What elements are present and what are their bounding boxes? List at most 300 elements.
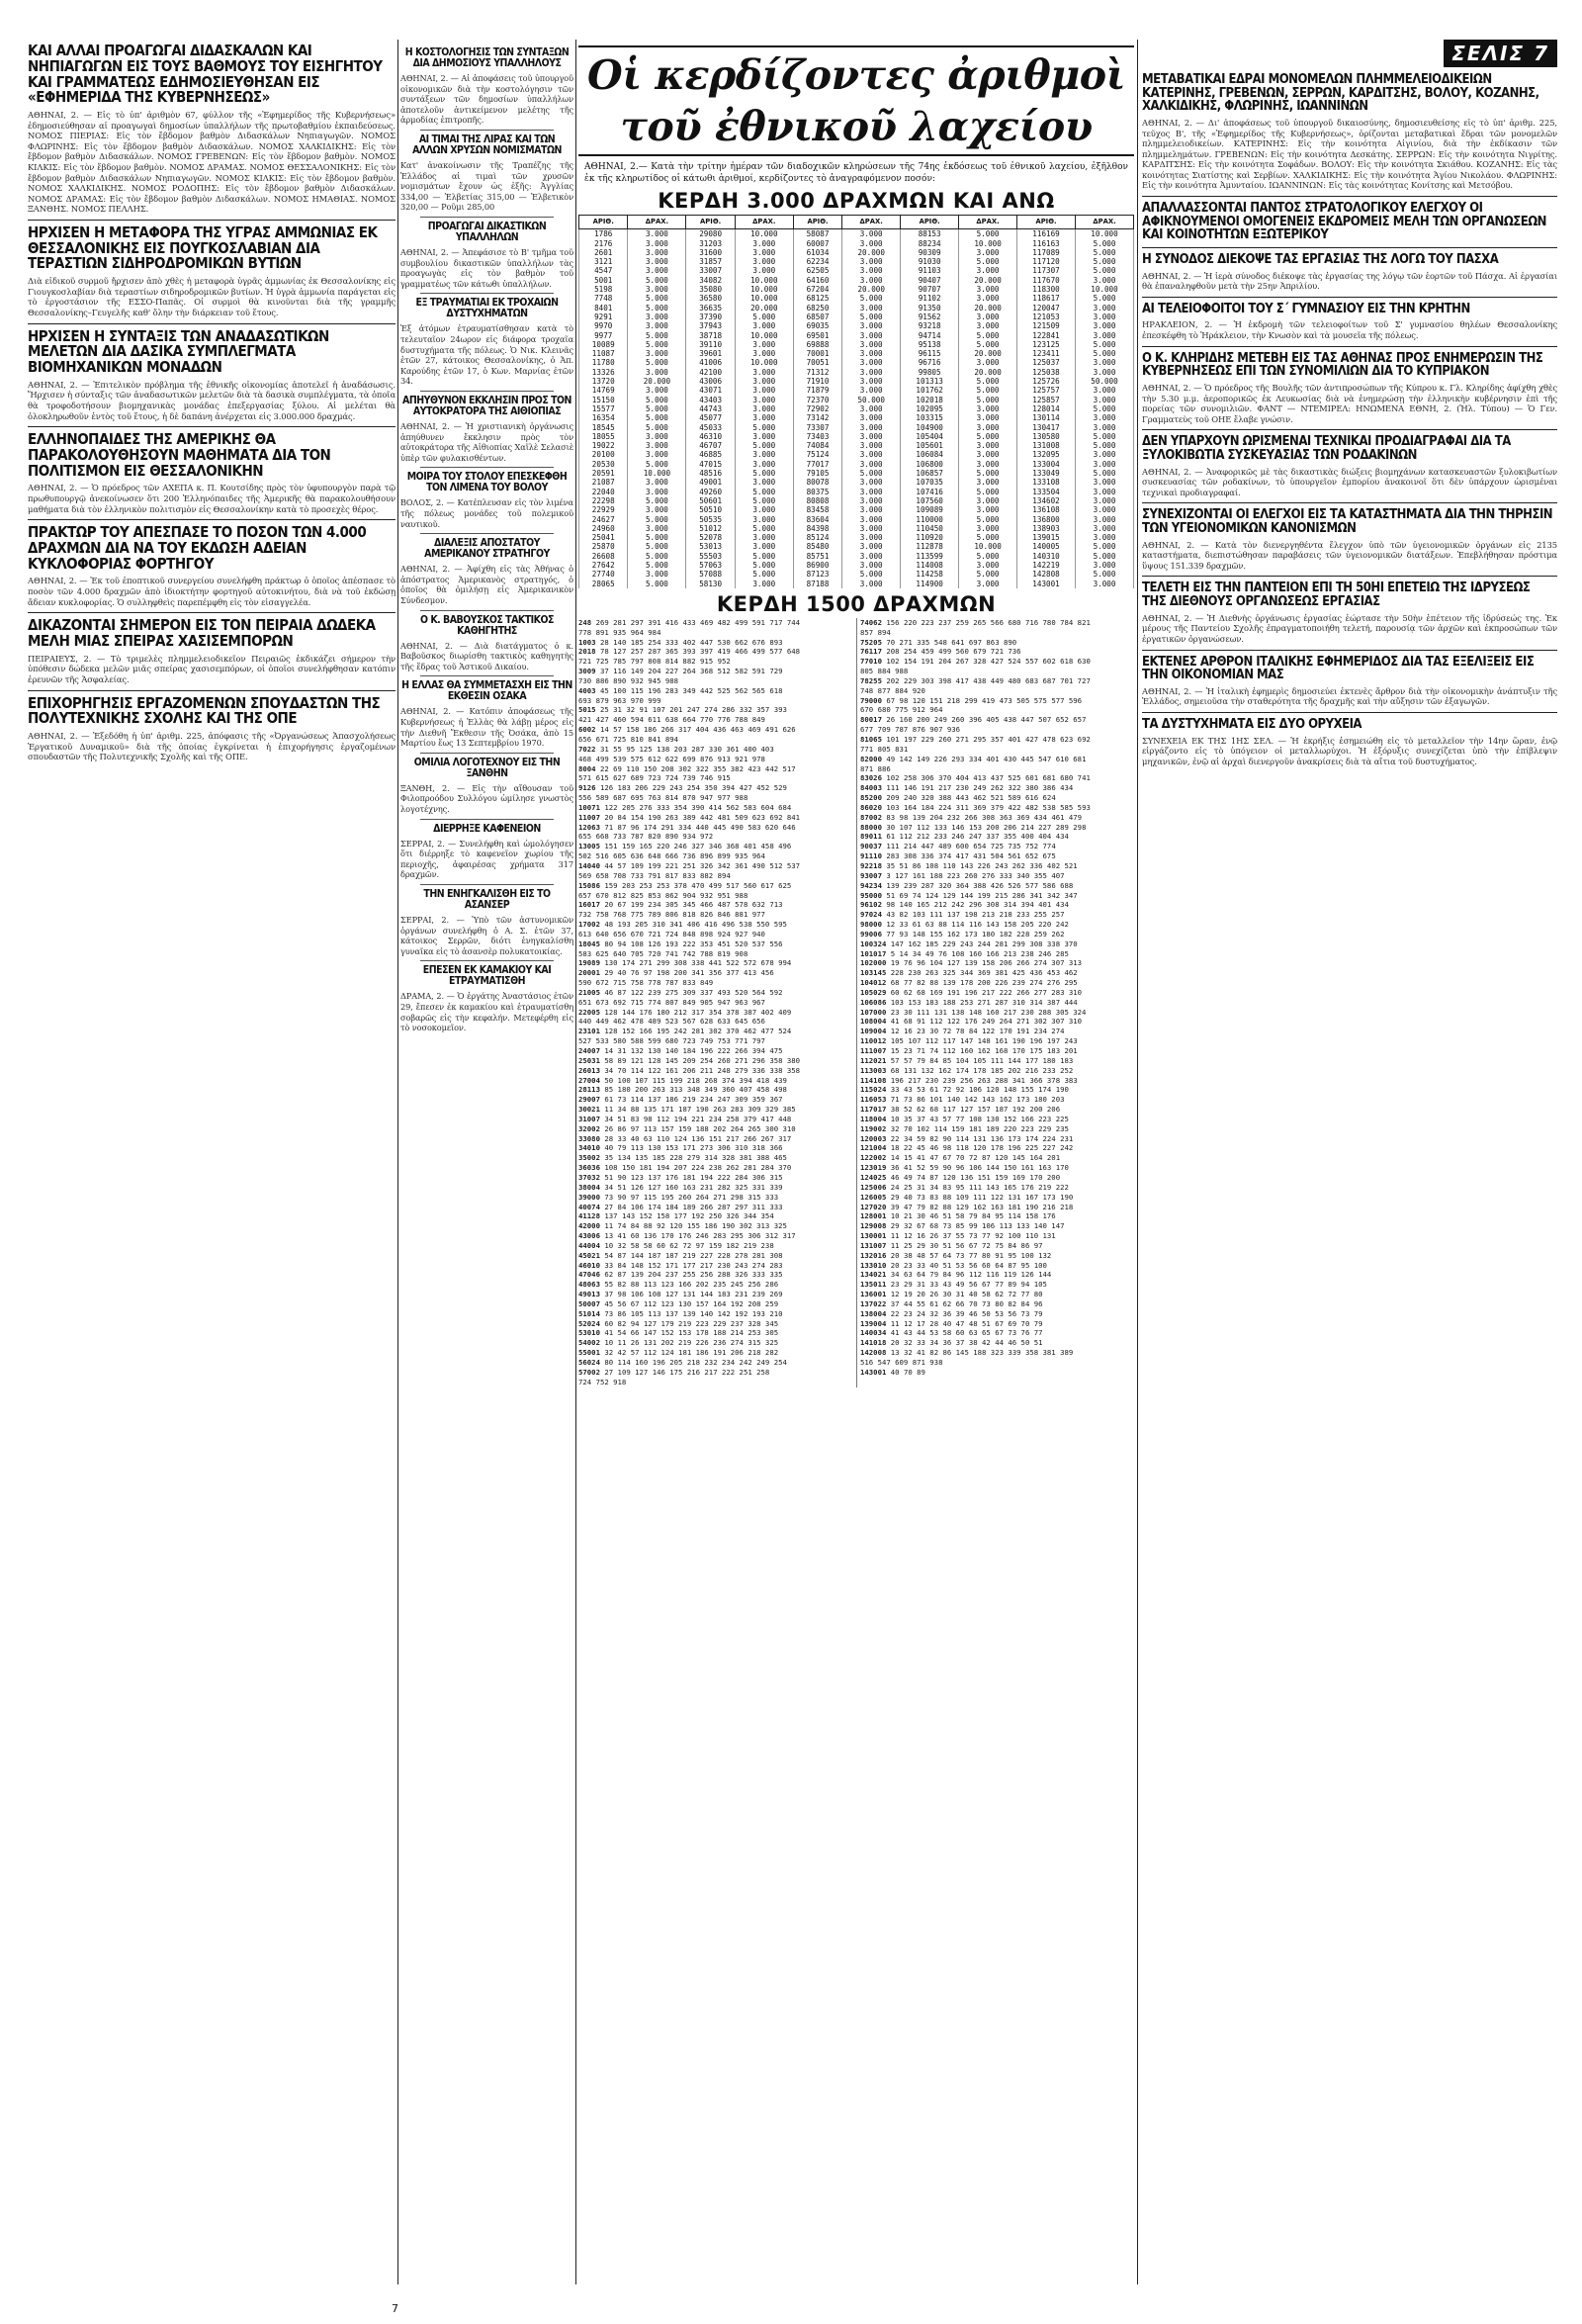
table-cell: 114258 [901, 570, 959, 579]
article [400, 675, 573, 748]
table-cell: 5.000 [1075, 340, 1133, 349]
table-cell: 43071 [686, 386, 735, 395]
table-row [579, 368, 1134, 377]
table-cell: 29080 [686, 229, 735, 239]
number-suffixes: 101 197 229 260 271 295 357 401 427 478 623 692 [886, 735, 1091, 744]
article-headline: ΔΙΚΑΖΟΝΤΑΙ ΣΗΜΕΡΟΝ ΕΙΣ ΤΟΝ ΠΕΙΡΑΙΑ ΔΩΔΕΚΑ ΜΕΛΗ ΜΙΑΣ ΣΠΕΙΡΑΣ ΧΑΣΙΣΕΜΠΟΡΩΝ [28, 616, 376, 650]
article-headline: ΑΠΑΛΛΑΣΣΟΝΤΑΙ ΠΑΝΤΟΣ ΣΤΡΑΤΟΛΟΓΙΚΟΥ ΕΛΕΓΧΟΥ ΟΙ ΑΦΙΚΝΟΥΜΕΝΟΙ ΟΜΟΓΕΝΕΙΣ ΕΚΔΡΟΜΕΙΣ ΜΕΛΗ ΤΩΝ ΟΡΓΑΝΩΣΕΩΝ ΚΑΙ ΚΟΙΝΟΤΗΤΩΝ ΕΞΩΤΕΡΙΚΟΥ [1142, 201, 1546, 243]
article-divider [420, 960, 554, 961]
number-line [578, 1368, 852, 1378]
number-base: 122002 [860, 1153, 887, 1163]
number-base: 45021 [578, 1250, 600, 1260]
table-cell: 128014 [1017, 404, 1076, 413]
table-cell: 3.000 [1075, 358, 1133, 367]
number-base: 139004 [860, 1318, 887, 1328]
number-line [578, 755, 852, 764]
table-cell: 110000 [901, 515, 959, 524]
table-row [579, 423, 1134, 432]
number-base: 74062 [860, 617, 882, 627]
article-body: ΑΘΗΝΑΙ, 2. — Ἡ ἰταλικὴ ἐφημερὶς δημοσιεύει ἐκτενὲς ἄρθρον διὰ τὴν οἰκονομικὴν ἀνάπτυξιν τῆς Ἑλλάδος, σημειοῦσα τὴν σταθερότητα τῆς δραχμῆς καὶ τὴν αὔξησιν τῶν ἐξαγωγῶν. [1142, 685, 1557, 707]
number-line [860, 949, 1134, 959]
table-cell: 118617 [1017, 294, 1076, 303]
table-cell: 142219 [1017, 561, 1076, 570]
number-base: 121004 [860, 1143, 887, 1153]
number-line [860, 881, 1134, 891]
table-cell: 83458 [793, 505, 841, 514]
table-cell: 125726 [1017, 377, 1076, 386]
number-suffixes: 108 150 181 194 207 224 238 262 281 284 370 [604, 1163, 792, 1173]
number-suffixes: 13 32 41 82 86 145 188 323 339 358 381 389 [890, 1348, 1074, 1358]
article [1142, 196, 1557, 242]
number-line [860, 1328, 1134, 1338]
number-line [860, 1221, 1134, 1231]
number-base: 84003 [860, 783, 882, 793]
article-body: ΑΘΗΝΑΙ, 2. — Αἱ ἀποφάσεις τοῦ ὑπουργοῦ οἰκονομικῶν διὰ τὴν κοστολόγησιν τῶν συντάξεων τῶν δημοσίων ὑπαλλήλων ἀποτελοῦν ἀντικείμενον μελέτης τῆς ἁρμοδίας ἐπιτροπῆς. [400, 73, 573, 126]
table-cell: 3.000 [842, 478, 901, 487]
number-suffixes: 22 23 24 32 36 39 46 50 53 56 73 79 [890, 1308, 1043, 1318]
number-base: 47046 [578, 1270, 600, 1280]
number-base: 99006 [860, 929, 882, 939]
number-suffixes: 111 214 447 489 600 654 725 735 752 774 [886, 842, 1056, 851]
number-line [578, 1290, 852, 1299]
number-base: 33080 [578, 1133, 600, 1143]
number-suffixes: 36 41 52 59 90 96 106 144 150 161 163 170 [890, 1163, 1069, 1173]
table-cell: 10.000 [735, 285, 793, 294]
article-body: ΑΘΗΝΑΙ, 2. — Ὁ πρόεδρος τῆς Βουλῆς τῶν ἀντιπροσώπων τῆς Κύπρου κ. Γλ. Κληρίδης ἀφίχθη χθὲς τὴν 5.30 μ.μ. ἀεροπορικῶς ἐκ Λευκωσίας διὰ νὰ ἐνημερώσῃ τὴν ἑλληνικὴν κυβέρνησιν ἐπὶ τῆς πορείας τῶν συνομιλιῶν. ΦΑΝΤ — ΝΤΕΜΙΡΕΛ: ΗΝΩΜΕΝΑ ΕΘΝΗ, 2. (Ἡλ. Τύπου) — Ὁ Γεν. Γραμματεὺς τοῦ ΟΗΕ ἔλαβε γνώσιν. [1142, 382, 1557, 424]
table-cell: 3.000 [1075, 321, 1133, 330]
table-cell: 130580 [1017, 432, 1076, 441]
number-suffixes: 68 77 82 88 139 178 200 226 239 274 276 295 [890, 978, 1078, 988]
table-cell: 83604 [793, 515, 841, 524]
number-suffixes: 32 70 102 114 159 181 189 220 223 229 235 [890, 1123, 1069, 1133]
number-line [860, 1290, 1134, 1299]
table-row [579, 285, 1134, 294]
number-line [860, 1163, 1134, 1173]
article-headline: ΑΙ ΤΙΜΑΙ ΤΗΣ ΛΙΡΑΣ ΚΑΙ ΤΩΝ ΑΛΛΩΝ ΧΡΥΣΩΝ ΝΟΜΙΣΜΑΤΩΝ [412, 134, 562, 157]
number-line [860, 1280, 1134, 1290]
table-cell: 26608 [579, 552, 628, 561]
table-cell: 52078 [686, 533, 735, 542]
article-body: ΑΘΗΝΑΙ, 2. — Ἡ χριστιανικὴ ὀργάνωσις ἀπηύθυνεν ἔκκλησιν πρὸς τὸν αὐτοκράτορα τῆς Αἰθιοπίας Χαϊλὲ Σελασιὲ ὑπὲρ τῶν φυλακισθέντων. [400, 421, 573, 463]
number-line [578, 949, 852, 959]
number-line [860, 676, 1134, 686]
number-suffixes: 11 25 29 30 51 56 67 72 75 84 86 97 [890, 1240, 1043, 1250]
number-base: 130001 [860, 1231, 887, 1241]
table-cell: 13720 [579, 377, 628, 386]
table-cell: 50535 [686, 515, 735, 524]
table-cell: 84398 [793, 524, 841, 533]
lottery-title-box [578, 45, 1134, 156]
table-cell: 5.000 [959, 469, 1017, 478]
table-cell: 33007 [686, 266, 735, 275]
article-divider [1142, 196, 1557, 197]
article-headline: ΔΙΕΡΡΗΞΕ ΚΑΦΕΝΕΙΟΝ [433, 822, 541, 835]
table-cell: 15577 [579, 404, 628, 413]
article-body: ΑΘΗΝΑΙ, 2. — Διὰ διατάγματος ὁ κ. Βαβοῦσκος διωρίσθη τακτικὸς καθηγητὴς τῆς ἕδρας τοῦ Ἀστικοῦ Δικαίου. [400, 640, 573, 671]
page-number: 7 [392, 2302, 398, 2315]
table-cell: 11780 [579, 358, 628, 367]
table-cell: 58130 [686, 580, 735, 588]
number-suffixes: 33 84 148 152 171 177 217 230 243 274 283 [604, 1260, 783, 1270]
number-line [578, 1105, 852, 1115]
article-headline: ΠΡΑΚΤΩΡ ΤΟΥ ΑΠΕΣΠΑΣΕ ΤΟ ΠΟΣΟΝ ΤΩΝ 4.000 ΔΡΑΧΜΩΝ ΔΙΑ ΝΑ ΤΟΥ ΕΚΔΩΣΗ ΑΔΕΙΑΝ ΚΥΚΛΟΦΟΡΙΑΣ ΦΟΡΤΗΓΟΥ [28, 523, 367, 573]
article [1142, 247, 1557, 292]
table-cell: 5.000 [959, 340, 1017, 349]
table-cell: 2176 [579, 239, 628, 248]
article-headline: ΣΥΝΕΧΙΖΟΝΤΑΙ ΟΙ ΕΛΕΓΧΟΙ ΕΙΣ ΤΑ ΚΑΤΑΣΤΗΜΑΤΑ ΔΙΑ ΤΗΝ ΤΗΡΗΣΙΝ ΤΩΝ ΥΓΕΙΟΝΟΜΙΚΩΝ ΚΑΝΟΝΙΣΜΩΝ [1142, 507, 1553, 537]
table-cell: 3.000 [959, 413, 1017, 422]
table-cell: 125038 [1017, 368, 1076, 377]
table-cell: 13326 [579, 368, 628, 377]
number-line [860, 638, 1134, 648]
table-cell: 46707 [686, 441, 735, 450]
number-line [578, 725, 852, 735]
table-cell: 20591 [579, 469, 628, 478]
table-cell: 132095 [1017, 450, 1076, 459]
number-base: 19089 [578, 958, 600, 968]
number-suffixes: 18 22 45 46 98 118 120 178 196 225 227 242 [890, 1143, 1074, 1153]
number-suffixes: 57 57 79 84 85 104 105 111 144 177 180 183 [890, 1055, 1074, 1065]
table-cell: 90707 [901, 285, 959, 294]
number-base: 35002 [578, 1153, 600, 1163]
table-cell: 3.000 [735, 248, 793, 257]
number-line [578, 823, 852, 833]
table-cell: 5.000 [628, 496, 686, 505]
table-cell: 5.000 [628, 542, 686, 551]
number-suffixes: 61 73 114 137 186 219 234 247 309 359 367 [604, 1095, 783, 1105]
lottery-table [578, 215, 1134, 588]
number-line [578, 735, 852, 745]
table-row [579, 404, 1134, 413]
table-cell: 88234 [901, 239, 959, 248]
number-line [860, 1056, 1134, 1066]
table-cell: 34082 [686, 276, 735, 285]
number-suffixes: 14 31 132 130 140 184 196 222 266 394 475 [604, 1046, 783, 1055]
number-suffixes: 655 668 733 787 820 890 934 972 [578, 832, 714, 842]
table-row [579, 340, 1134, 349]
article [28, 220, 396, 318]
table-row [579, 239, 1134, 248]
table-cell: 3121 [579, 257, 628, 266]
table-cell: 3.000 [842, 552, 901, 561]
article-divider [1142, 297, 1557, 298]
number-base: 102000 [860, 958, 887, 968]
number-base: 44004 [578, 1240, 600, 1250]
number-suffixes: 20 32 33 34 36 37 38 42 44 46 50 51 [890, 1338, 1043, 1348]
table-cell: 85751 [793, 552, 841, 561]
number-suffixes: 14 15 41 47 67 70 72 87 120 145 164 201 [890, 1153, 1061, 1163]
number-line [860, 1203, 1134, 1212]
number-base: 100324 [860, 939, 887, 948]
table-cell: 3.000 [628, 368, 686, 377]
table-cell: 3.000 [628, 432, 686, 441]
article-body: ΑΘΗΝΑΙ, 2. — Ὁ πρόεδρος τῶν ΑΧΕΠΑ κ. Π. Κουτσίδης πρὸς τὸν ὑφυπουργὸν παρὰ τῷ πρωθυπουργῷ ἀνεκοίνωσεν ὅτι 200 Ἑλληνόπαιδες τῆς Ἀμερικῆς θὰ παρακολουθήσουν μαθήματα διὰ τὸν ἑλληνικὸν πολιτισμὸν εἰς Θεσσαλονίκην κατὰ τὸ προσεχὲς θέρος. [28, 483, 396, 514]
number-base: 109004 [860, 1027, 887, 1036]
table-cell: 3.000 [628, 349, 686, 358]
article-divider [1142, 502, 1557, 503]
article-body: Κατ' ἀνακοίνωσιν τῆς Τραπέζης τῆς Ἑλλάδος αἱ τιμαὶ τῶν χρυσῶν νομισμάτων ἔχουν ὡς ἑξῆς: Ἀγγλίας 334,00 — Ἐλβετίας 315,00 — Ἑλβετικὸν 320,00 — Ροῦμι 285,00 [400, 160, 573, 213]
number-base: 86020 [860, 802, 882, 812]
table-cell: 3.000 [842, 496, 901, 505]
number-suffixes: 29 40 73 83 88 109 111 122 131 167 173 190 [890, 1192, 1074, 1202]
number-suffixes: 778 891 935 964 984 [578, 627, 661, 637]
table-header: ΑΡΙΘ. [579, 216, 628, 229]
number-suffixes: 34 51 83 98 112 194 221 234 258 379 417 448 [604, 1114, 792, 1123]
number-suffixes: 670 680 775 912 964 [860, 705, 943, 715]
number-suffixes: 196 217 230 239 256 263 288 341 366 378 383 [890, 1075, 1078, 1085]
number-base: 25031 [578, 1055, 600, 1065]
number-suffixes: 31 55 95 125 138 203 287 330 361 400 403 [599, 744, 774, 754]
number-line [860, 793, 1134, 803]
table-cell: 133004 [1017, 460, 1076, 469]
number-base: 92218 [860, 860, 882, 870]
number-line [578, 1261, 852, 1271]
article-headline: ΔΕΝ ΥΠΑΡΧΟΥΝ ΩΡΙΣΜΕΝΑΙ ΤΕΧΝΙΚΑΙ ΠΡΟΔΙΑΓΡΑΦΑΙ ΔΙΑ ΤΑ ΞΥΛΟΚΙΒΩΤΙΑ ΣΥΣΚΕΥΑΣΙΑΣ ΤΩΝ ΡΟΔΑΚΙΝΩΝ [1142, 434, 1511, 463]
number-line [860, 1115, 1134, 1124]
number-line [578, 851, 852, 861]
number-line [578, 813, 852, 823]
article [400, 610, 573, 672]
table-cell: 3.000 [842, 349, 901, 358]
table-cell: 5.000 [628, 396, 686, 404]
article-headline: ΤΕΛΕΤΗ ΕΙΣ ΤΗΝ ΠΑΝΤΕΙΟΝ ΕΠΙ ΤΗ 50ΗΙ ΕΠΕΤΕΙΩ ΤΗΣ ΙΔΡΥΣΕΩΣ ΤΗΣ ΔΙΕΘΝΟΥΣ ΟΡΓΑΝΩΣΕΩΣ ΕΡΓΑΣΙΑΣ [1142, 581, 1531, 610]
number-line [578, 1328, 852, 1338]
number-base: 48063 [578, 1280, 600, 1290]
number-suffixes: 613 640 656 670 721 724 848 898 924 927 940 [578, 929, 765, 939]
number-base: 10071 [578, 802, 600, 812]
number-suffixes: 55 82 88 113 123 166 202 235 245 256 286 [604, 1280, 779, 1290]
article-headline: ΗΡΧΙΣΕΝ Η ΣΥΝΤΑΞΙΣ ΤΩΝ ΑΝΑΔΑΣΩΤΙΚΩΝ ΜΕΛΕΤΩΝ ΔΙΑ ΔΑΣΙΚΑ ΣΥΜΠΛΕΓΜΑΤΑ ΒΙΟΜΗΧΑΝΙΚΩΝ ΜΟΝΑΔΩΝ [28, 326, 329, 377]
number-suffixes: 61 112 212 233 246 247 337 355 400 404 434 [886, 832, 1069, 842]
article [400, 819, 573, 880]
number-suffixes: 34 63 64 79 84 96 112 116 119 126 144 [890, 1270, 1052, 1280]
table-row [579, 229, 1134, 239]
table-cell: 3.000 [959, 358, 1017, 367]
number-base: 125006 [860, 1182, 887, 1192]
table-cell: 10.000 [735, 294, 793, 303]
article-body: ΠΕΙΡΑΙΕΥΣ, 2. — Τὸ τριμελὲς πλημμελειοδικεῖον Πειραιῶς ἐκδικάζει σήμερον τὴν ὑπόθεσιν δώδεκα μελῶν μιᾶς σπείρας χασισεμπόρων, οἱ ὁποῖοι συνελήφθησαν κατόπιν ἐρευνῶν τῆς Ἀσφαλείας. [28, 653, 396, 684]
number-base: 36036 [578, 1163, 600, 1173]
table-cell: 20.000 [842, 285, 901, 294]
number-suffixes: 70 271 335 548 641 697 863 890 [886, 637, 1017, 647]
table-cell: 31203 [686, 239, 735, 248]
number-line [578, 676, 852, 686]
table-cell: 101313 [901, 377, 959, 386]
number-suffixes: 10 11 26 131 202 219 226 236 274 315 325 [604, 1338, 779, 1348]
number-suffixes: 98 140 165 212 242 296 308 314 394 401 434 [886, 900, 1069, 910]
number-suffixes: 73 86 105 113 137 139 140 142 192 193 210 [604, 1308, 783, 1318]
number-line [860, 891, 1134, 901]
table-cell: 3.000 [959, 450, 1017, 459]
number-line [578, 764, 852, 774]
article [1142, 73, 1557, 191]
number-base: 16017 [578, 900, 600, 910]
number-base: 55001 [578, 1348, 600, 1358]
number-base: 80017 [860, 715, 882, 725]
article-body: ΑΘΗΝΑΙ, 2. — Ἀναφορικῶς μὲ τὰς δικαστικὰς διώξεις βιομηχάνων κατασκευαστῶν ξυλοκιβωτίων συσκευασίας τῶν ροδακίνων, τὸ ὑπουργεῖον ἐμπορίου ἀνακοινοῖ ὅτι δὲν ὑπάρχουν ὡρισμέναι τεχνικαὶ προδιαγραφαί. [1142, 466, 1557, 497]
number-line [578, 1163, 852, 1173]
table-cell: 44743 [686, 404, 735, 413]
number-line [860, 657, 1134, 667]
article-body: ΑΘΗΝΑΙ, 2. — Ἐξεδόθη ἡ ὑπ' ἀριθμ. 225, ἀπόφασις τῆς «Ὀργανώσεως Ἀπασχολήσεως Ἐργατικοῦ Δυναμικοῦ» διὰ τῆς ὁποίας ἐγκρίνεται ἡ ἐπιχορήγησις ἐργαζομένων σπουδαστῶν τῆς Πολυτεχνικῆς Σχολῆς καὶ τῆς ΟΠΕ. [28, 731, 396, 762]
article-headline: ΑΙ ΤΕΛΕΙΟΦΟΙΤΟΙ ΤΟΥ Σ΄ ΓΥΜΝΑΣΙΟΥ ΕΙΣ ΤΗΝ ΚΡΗΤΗΝ [1142, 301, 1470, 316]
number-line [578, 1095, 852, 1105]
table-cell: 24627 [579, 515, 628, 524]
number-line [578, 1221, 852, 1231]
table-header: ΑΡΙΘ. [901, 216, 959, 229]
table-cell: 3.000 [628, 524, 686, 533]
table-cell: 57088 [686, 570, 735, 579]
number-base: 4003 [578, 685, 596, 695]
number-suffixes: 269 281 297 391 416 433 469 482 499 591 717 744 [595, 617, 801, 627]
number-suffixes: 37 98 106 108 127 131 144 183 231 239 269 [604, 1290, 783, 1299]
number-base: 81065 [860, 735, 882, 744]
table-cell: 5.000 [959, 377, 1017, 386]
right-column [1142, 40, 1557, 2294]
number-suffixes: 651 673 692 715 774 807 849 905 947 963 967 [578, 997, 765, 1007]
table-cell: 80078 [793, 478, 841, 487]
number-line [860, 1143, 1134, 1153]
number-line [578, 1203, 852, 1212]
number-base: 91110 [860, 851, 882, 861]
table-cell: 10.000 [735, 276, 793, 285]
number-suffixes: 58 89 121 128 145 209 254 260 271 296 358 380 [604, 1055, 801, 1065]
table-cell: 91350 [901, 304, 959, 313]
table-cell: 4547 [579, 266, 628, 275]
number-suffixes: 130 174 271 299 308 338 441 522 572 678 994 [604, 958, 792, 968]
number-line [860, 1017, 1134, 1027]
article-body: ΑΘΗΝΑΙ, 2. — Ἐπιτελικὸν πρόβλημα τῆς ἐθνικῆς οἰκονομίας ἀποτελεῖ ἡ ἀναδάσωσις. Ἤρχισεν ἡ σύνταξις τῶν ἀναδασωτικῶν μελετῶν διὰ τὰ δασικὰ συμπλέγματα, τὰ ὁποῖα θὰ τροφοδοτήσουν βιομηχανικὰς μονάδας ἐπεξεργασίας ξύλου. Αἱ μελέται θὰ ὁλοκληρωθοῦν ἐντὸς τοῦ ἔτους, ἡ δὲ δαπάνη ἀνέρχεται εἰς 3.000.000 δραχμάς. [28, 379, 396, 421]
article-body: ΑΘΗΝΑΙ, 2. — Ἡ Διεθνὴς ὀργάνωσις ἐργασίας ἑώρτασε τὴν 50ὴν ἐπέτειον τῆς ἱδρύσεώς της. Ἐκ μέρους τῆς Παντείου Σχολῆς ἐπραγματοποιήθη τελετή, παρουσίᾳ τῶν ἀρχῶν καὶ ἐκπροσώπων τῶν ἐργατικῶν ὀργανώσεων. [1142, 612, 1557, 644]
table-cell: 3.000 [628, 313, 686, 321]
number-suffixes: 34 70 114 122 161 206 211 248 279 336 338 358 [604, 1065, 801, 1075]
number-suffixes: 51 69 74 124 129 144 199 215 286 341 342 347 [886, 890, 1078, 900]
number-base: 23101 [578, 1027, 600, 1036]
table-cell: 5.000 [735, 561, 793, 570]
number-line [578, 1066, 852, 1076]
lottery-lede: ΑΘΗΝΑΙ, 2.— Κατὰ τὴν τρίτην ἡμέραν τῶν διαδοχικῶν κληρώσεων τῆς 74ης ἐκδόσεως τοῦ ἐθνικοῦ λαχείου, ἐξῆλθον ἐκ τῆς κληρωτίδος οἱ κάτωθι ἀριθμοί, κερδίζοντες τὸ ἀναγραφόμενον ποσόν: [584, 162, 1128, 184]
number-suffixes: 33 43 53 61 72 92 106 120 148 155 174 190 [890, 1085, 1069, 1095]
number-line [578, 647, 852, 657]
article-divider [420, 293, 554, 294]
article-divider [28, 612, 396, 613]
table-cell: 3.000 [735, 340, 793, 349]
lottery-section [578, 40, 1134, 2294]
table-cell: 37943 [686, 321, 735, 330]
table-cell: 91030 [901, 257, 959, 266]
article-body: Ἐξ ἀτόμων ἐτραυματίσθησαν κατὰ τὸ τελευταῖον 24ωρον εἰς διάφορα τροχαῖα δυστυχήματα τῆς πόλεως. Ὁ Νικ. Κλεινᾶς ἐτῶν 27, κάτοικος Θεσσαλονίκης, ὁ Ἀπ. Καρούδης ἐτῶν 17, ὁ Κων. Μαρνίας ἐτῶν 34. [400, 323, 573, 387]
table-cell: 110920 [901, 533, 959, 542]
article-headline: ΕΠΙΧΟΡΗΓΗΣΙΣ ΕΡΓΑΖΟΜΕΝΩΝ ΣΠΟΥΔΑΣΤΩΝ ΤΗΣ ΠΟΛΥΤΕΧΝΙΚΗΣ ΣΧΟΛΗΣ ΚΑΙ ΤΗΣ ΟΠΕ [28, 693, 381, 728]
number-line [578, 930, 852, 939]
table-row [579, 294, 1134, 303]
table-cell: 22040 [579, 488, 628, 496]
number-suffixes: 28 33 40 63 110 124 136 151 217 266 267 317 [604, 1133, 792, 1143]
table-cell: 37390 [686, 313, 735, 321]
number-line [578, 667, 852, 676]
table-cell: 93218 [901, 321, 959, 330]
number-line [578, 1008, 852, 1018]
number-base: 39000 [578, 1192, 600, 1202]
article-divider [420, 884, 554, 885]
table-cell: 25870 [579, 542, 628, 551]
table-cell: 3.000 [735, 377, 793, 386]
table-cell: 138903 [1017, 524, 1076, 533]
table-cell: 3.000 [1075, 561, 1133, 570]
number-suffixes: 46 49 74 87 120 136 151 159 169 170 200 [890, 1172, 1061, 1182]
table-row [579, 515, 1134, 524]
number-line [860, 832, 1134, 842]
number-suffixes: 128 144 176 180 212 317 354 378 387 402 409 [604, 1007, 792, 1017]
table-cell: 110450 [901, 524, 959, 533]
table-cell: 107560 [901, 496, 959, 505]
table-cell: 5.000 [735, 488, 793, 496]
number-base: 40074 [578, 1202, 600, 1211]
table-cell: 120047 [1017, 304, 1076, 313]
number-base: 6002 [578, 725, 596, 735]
table-cell: 50601 [686, 496, 735, 505]
table-cell: 38718 [686, 331, 735, 340]
table-cell: 72370 [793, 396, 841, 404]
table-cell: 5.000 [959, 533, 1017, 542]
table-cell: 117089 [1017, 248, 1076, 257]
number-suffixes: 527 533 580 588 599 680 723 749 753 771 797 [578, 1036, 765, 1046]
number-suffixes: 39 47 79 82 88 129 162 163 181 190 216 218 [890, 1202, 1074, 1211]
number-line [860, 686, 1134, 696]
number-suffixes: 139 239 287 320 364 388 426 526 577 586 688 [886, 880, 1074, 890]
number-suffixes: 10 32 58 58 60 62 72 97 159 182 219 238 [604, 1240, 774, 1250]
table-cell: 45033 [686, 423, 735, 432]
number-suffixes: 5 14 34 49 76 108 160 166 213 238 246 285 [890, 948, 1069, 958]
table-cell: 5.000 [959, 257, 1017, 266]
table-cell: 28065 [579, 580, 628, 588]
table-row [579, 488, 1134, 496]
number-suffixes: 25 31 32 91 107 201 247 274 286 332 357 393 [599, 705, 787, 715]
number-line [578, 988, 852, 998]
table-cell: 101762 [901, 386, 959, 395]
number-suffixes: 771 805 831 [860, 744, 909, 754]
number-suffixes: 12 16 23 30 72 78 84 122 170 191 234 274 [890, 1027, 1065, 1036]
table-cell: 139015 [1017, 533, 1076, 542]
table-cell: 10.000 [1075, 229, 1133, 239]
number-suffixes: 151 159 165 220 246 327 346 368 401 458 496 [604, 842, 792, 851]
number-line [578, 773, 852, 783]
table-cell: 3.000 [1075, 580, 1133, 588]
table-cell: 5.000 [735, 524, 793, 533]
number-suffixes: 28 140 185 254 333 402 447 530 662 676 893 [599, 637, 783, 647]
number-suffixes: 516 547 609 871 938 [860, 1358, 943, 1367]
table-cell: 74084 [793, 441, 841, 450]
number-base: 31007 [578, 1114, 600, 1123]
article-divider [1142, 346, 1557, 347]
number-line [578, 1348, 852, 1358]
table-cell: 27642 [579, 561, 628, 570]
article-body: ΔΡΑΜΑ, 2. — Ὁ ἐργάτης Ἀναστάσιος ἐτῶν 29, ἔπεσεν ἐκ καμακίου καὶ ἐτραυματίσθη σοβαρῶς εἰς τὴν κεφαλήν. Μετεφέρθη εἰς τὸ νοσοκομεῖον. [400, 991, 573, 1033]
article-divider [28, 323, 396, 324]
number-line [860, 1231, 1134, 1241]
table-cell: 42100 [686, 368, 735, 377]
table-cell: 85480 [793, 542, 841, 551]
number-line [578, 891, 852, 901]
article [400, 960, 573, 1032]
table-cell: 5.000 [628, 460, 686, 469]
article-headline: ΤΑ ΔΥΣΤΥΧΗΜΑΤΑ ΕΙΣ ΔΥΟ ΟΡΥΧΕΙΑ [1142, 716, 1362, 732]
table-cell: 123411 [1017, 349, 1076, 358]
article [1142, 429, 1557, 497]
number-base: 1003 [578, 637, 596, 647]
number-suffixes: 43 82 103 111 137 198 213 218 233 255 257 [886, 910, 1065, 920]
number-base: 77010 [860, 657, 882, 667]
